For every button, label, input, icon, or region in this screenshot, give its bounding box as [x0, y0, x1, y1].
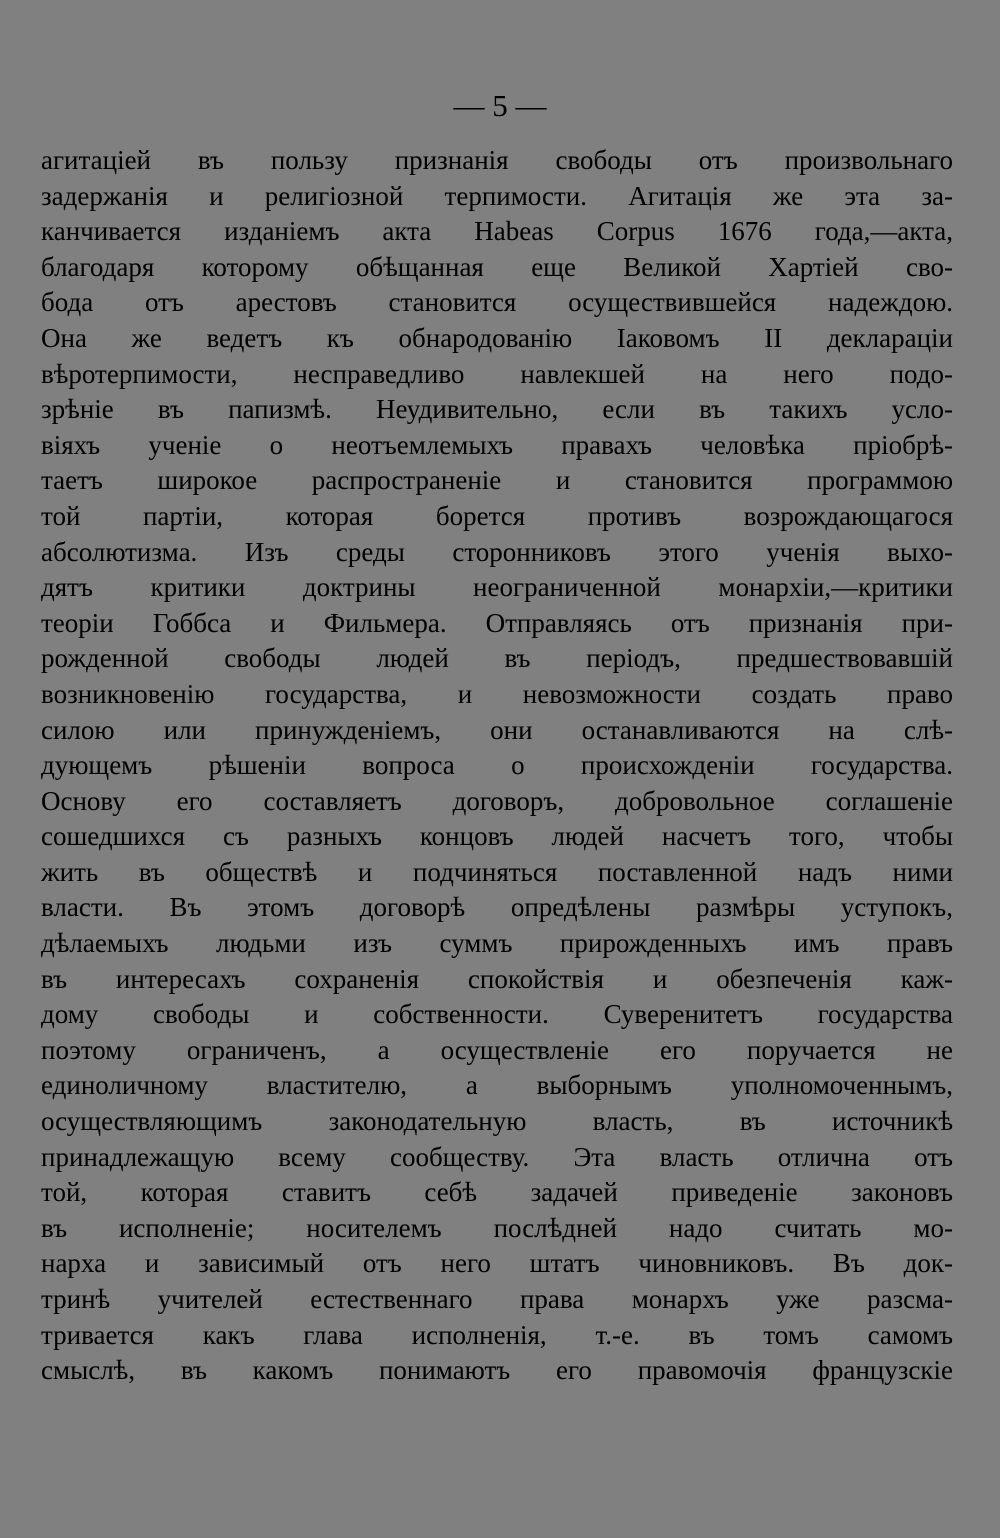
text-line: жить въ обществѣ и подчиняться поставленной надъ ними: [41, 856, 953, 887]
text-line: поэтому ограниченъ, а осуществленіе его поручается не: [41, 1034, 953, 1065]
text-line: единоличному властителю, а выборнымъ уполномоченнымъ,: [41, 1070, 953, 1101]
text-line: канчивается изданіемъ акта Habeas Corpus 1676 года,—акта,: [41, 216, 953, 247]
text-line: власти. Въ этомъ договорѣ опредѣлены размѣры уступокъ,: [41, 892, 953, 923]
text-line: тривается какъ глава исполненія, т.-е. въ томъ самомъ: [41, 1319, 953, 1350]
text-line: той, которая ставитъ себѣ задачей приведеніе законовъ: [41, 1177, 953, 1208]
text-line: смыслѣ, въ какомъ понимаютъ его правомочія французскіе: [41, 1355, 953, 1386]
text-line: зрѣніе въ папизмѣ. Неудивительно, если въ такихъ усло-: [41, 394, 953, 425]
text-line: віяхъ ученіе о неотъемлемыхъ правахъ человѣка пріобрѣ-: [41, 429, 953, 460]
text-line: благодаря которому обѣщанная еще Великой Хартіей сво-: [41, 251, 953, 282]
text-line: той партіи, которая борется противъ возрождающагося: [41, 500, 953, 531]
text-line: дому свободы и собственности. Суверенитетъ государства: [41, 999, 953, 1030]
text-line: принадлежащую всему сообществу. Эта власть отлична отъ: [41, 1141, 953, 1172]
text-line: агитаціей въ пользу признанія свободы отъ произвольнаго: [41, 145, 953, 175]
text-line: абсолютизма. Изъ среды сторонниковъ этого ученія выхо-: [41, 536, 953, 567]
text-line: сошедшихся съ разныхъ концовъ людей насчетъ того, чтобы: [41, 821, 953, 852]
text-line: бода отъ арестовъ становится осуществившейся надеждою.: [41, 287, 953, 318]
text-line: рожденной свободы людей въ періодъ, предшествовавшій: [41, 643, 953, 674]
text-line: въ интересахъ сохраненія спокойствія и обезпеченія каж-: [41, 963, 953, 994]
text-line: осуществляющимъ законодательную власть, въ источникѣ: [41, 1106, 953, 1137]
text-line: Основу его составляетъ договоръ, добровольное соглашеніе: [41, 785, 953, 816]
text-line: задержанія и религіозной терпимости. Агитація же эта за-: [41, 180, 953, 211]
text-line: силою или принужденіемъ, они останавливаются на слѣ-: [41, 714, 953, 745]
text-line: теоріи Гоббса и Фильмера. Отправляясь отъ признанія при-: [41, 607, 953, 638]
text-line: Она же ведетъ къ обнародованію Іаковомъ II декларацiи: [41, 322, 953, 353]
text-line: дующемъ рѣшеніи вопроса о происхожденіи государства.: [41, 750, 953, 781]
text-line: вѣротерпимости, несправедливо навлекшей на него подо-: [41, 358, 953, 389]
text-line: въ исполненіе; носителемъ послѣдней надо считать мо-: [41, 1212, 953, 1243]
text-line: дятъ критики доктрины неограниченной монархіи,—критики: [41, 572, 953, 603]
text-line: таетъ широкое распространеніе и становится программою: [41, 465, 953, 496]
text-line: дѣлаемыхъ людьми изъ суммъ прирожденныхъ имъ правъ: [41, 928, 953, 959]
text-line: тринѣ учителей естественнаго права монархъ уже разсма-: [41, 1284, 953, 1314]
body-text: [41, 143, 953, 1389]
text-line: нарха и зависимый отъ него штатъ чиновниковъ. Въ док-: [41, 1248, 953, 1279]
page-number: — 5 —: [453, 88, 547, 123]
text-line: возникновенію государства, и невозможности создать право: [41, 678, 953, 709]
